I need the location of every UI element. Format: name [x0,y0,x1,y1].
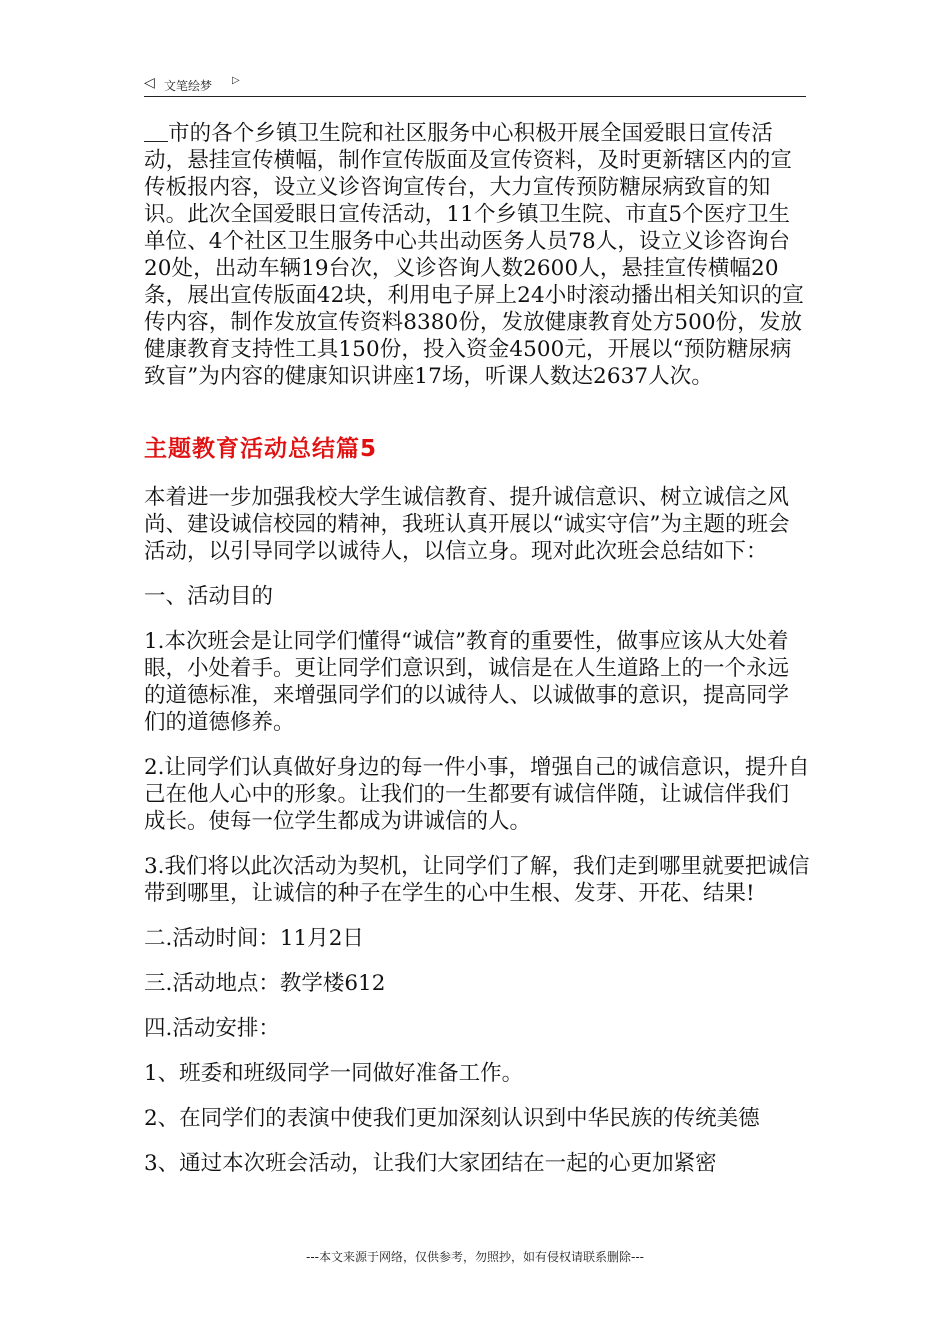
activity-time: 二.活动时间：11月2日 [144,926,364,951]
paragraph-intro: 本着进一步加强我校大学生诚信教育、提升诚信意识、树立诚信之风尚、建设诚信校园的精神，我班认真开展以“诚实守信”为主题的班会活动，以引导同学以诚待人，以信立身。现对此次班会总结如下： [144,485,790,564]
paragraph-purpose-2: 2.让同学们认真做好身边的每一件小事，增强自己的诚信意识，提升自己在他人心中的形象。让我们的一生都要有诚信伴随，让诚信伴我们成长。使每一位学生都成为讲诚信的人。 [144,755,810,834]
fill-in-blank [144,121,168,142]
triangle-left-icon: ◁ [144,75,155,91]
page-header [144,74,806,97]
intro-paragraph [144,120,810,390]
arrangement-item-3: 3、通过本次班会活动，让我们大家团结在一起的心更加紧密 [144,1151,717,1176]
section-title: 主题教育活动总结篇5 [144,436,378,462]
paragraph-purpose-3: 3.我们将以此次活动为契机，让同学们了解，我们走到哪里就要把诚信带到哪里，让诚信的种子在学生的心中生根、发芽、开花、结果! [144,854,810,906]
page-footer: ---本文来源于网络，仅供参考，勿照抄，如有侵权请联系删除--- [306,1250,644,1264]
heading-arrangement: 四.活动安排： [144,1016,280,1041]
header-brand: 文笔绘梦 [164,79,213,93]
summary-body [144,484,810,1195]
triangle-right-icon: ▷ [232,75,240,86]
intro-text: 市的各个乡镇卫生院和社区服务中心积极开展全国爱眼日宣传活动，悬挂宣传横幅，制作宣传版面及宣传资料，及时更新辖区内的宣传板报内容，设立义诊咨询宣传台，大力宣传预防糖尿病致盲的知识。此次全国爱眼日宣传活动，11个乡镇卫生院、市直5个医疗卫生单位、4个社区卫生服务中心共出动医务人员78人，设立义诊咨询台20处，出动车辆19台次，义诊咨询人数2600人，悬挂宣传横幅20条，展出宣传版面42块，利用电子屏上24小时滚动播出相关知识的宣传内容，制作发放宣传资料8380份，发放健康教育处方500份，发放健康教育支持性工具150份，投入资金4500元，开展以“预防糖尿病致盲”为内容的健康知识讲座17场，听课人数达2637人次。 [144,121,804,389]
arrangement-item-1: 1、班委和班级同学一同做好准备工作。 [144,1061,524,1086]
heading-purpose: 一、活动目的 [144,584,274,609]
arrangement-item-2: 2、在同学们的表演中使我们更加深刻认识到中华民族的传统美德 [144,1106,760,1131]
paragraph-purpose-1: 1.本次班会是让同学们懂得“诚信”教育的重要性，做事应该从大处着眼，小处着手。更让同学们意识到，诚信是在人生道路上的一个永远的道德标准，来增强同学们的以诚待人、以诚做事的意识，提高同学们的道德修养。 [144,629,790,735]
intro-section [144,120,810,390]
activity-location: 三.活动地点：教学楼612 [144,971,386,996]
